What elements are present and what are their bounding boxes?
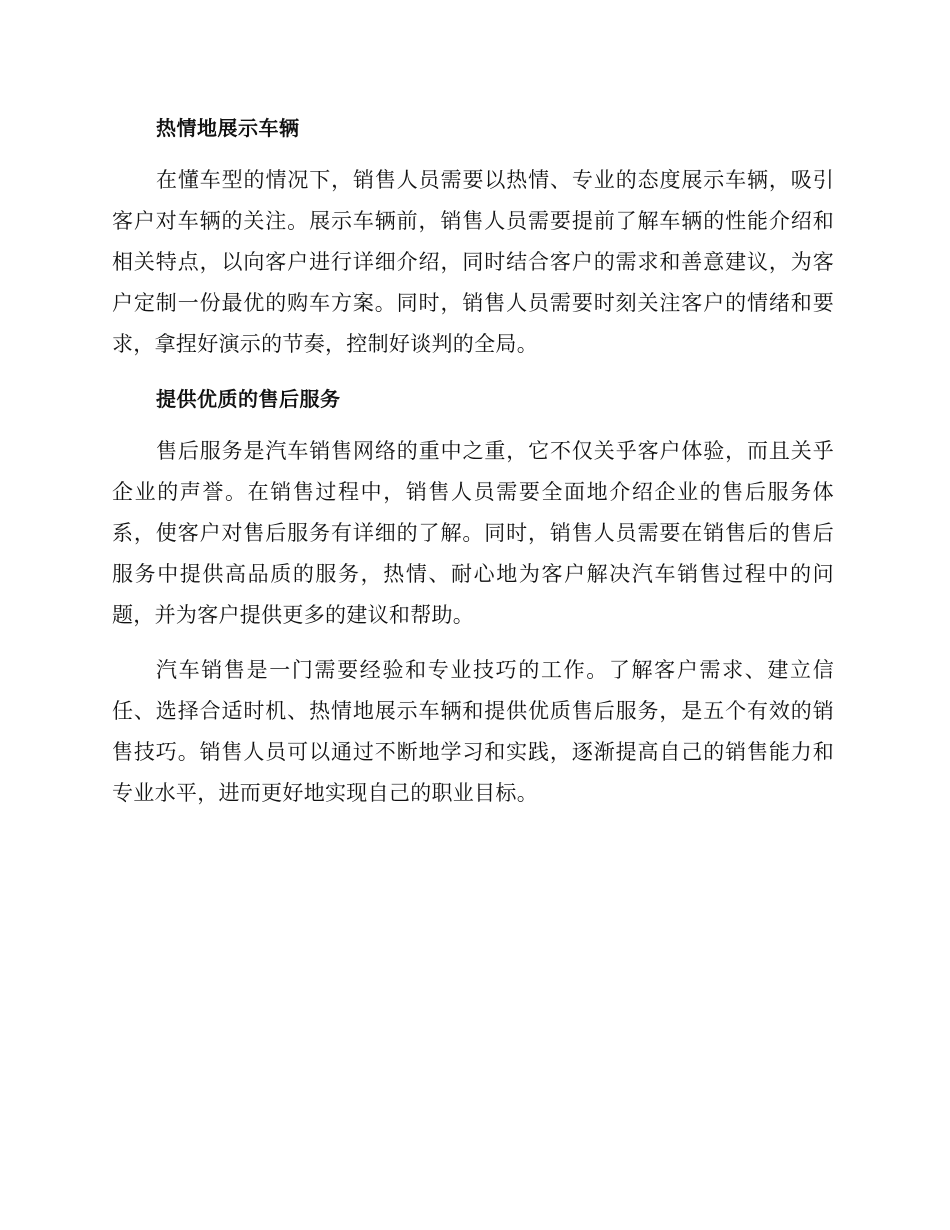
section-heading-after-sales: 提供优质的售后服务 xyxy=(156,387,341,411)
section-paragraph-after-sales: 售后服务是汽车销售网络的重中之重，它不仅关乎客户体验，而且关乎企业的声誉。在销售过程中，销售人员需要全面地介绍企业的售后服务体系，使客户对售后服务有详细的了解。同时，销售人员需要在销售后的售后服务中提供高品质的服务，热情、耐心地为客户解决汽车销售过程中的问题，并为客户提供更多的建议和帮助。 xyxy=(112,439,834,627)
conclusion-paragraph: 汽车销售是一门需要经验和专业技巧的工作。了解客户需求、建立信任、选择合适时机、热情地展示车辆和提供优质售后服务，是五个有效的销售技巧。销售人员可以通过不断地学习和实践，逐渐提高自己的销售能力和专业水平，进而更好地实现自己的职业目标。 xyxy=(112,658,834,805)
section-heading-showcase: 热情地展示车辆 xyxy=(156,116,300,140)
section-paragraph-showcase: 在懂车型的情况下，销售人员需要以热情、专业的态度展示车辆，吸引客户对车辆的关注。展示车辆前，销售人员需要提前了解车辆的性能介绍和相关特点，以向客户进行详细介绍，同时结合客户的需求和善意建议，为客户定制一份最优的购车方案。同时，销售人员需要时刻关注客户的情绪和要求，拿捏好演示的节奏，控制好谈判的全局。 xyxy=(112,168,834,356)
document-body xyxy=(112,108,834,828)
